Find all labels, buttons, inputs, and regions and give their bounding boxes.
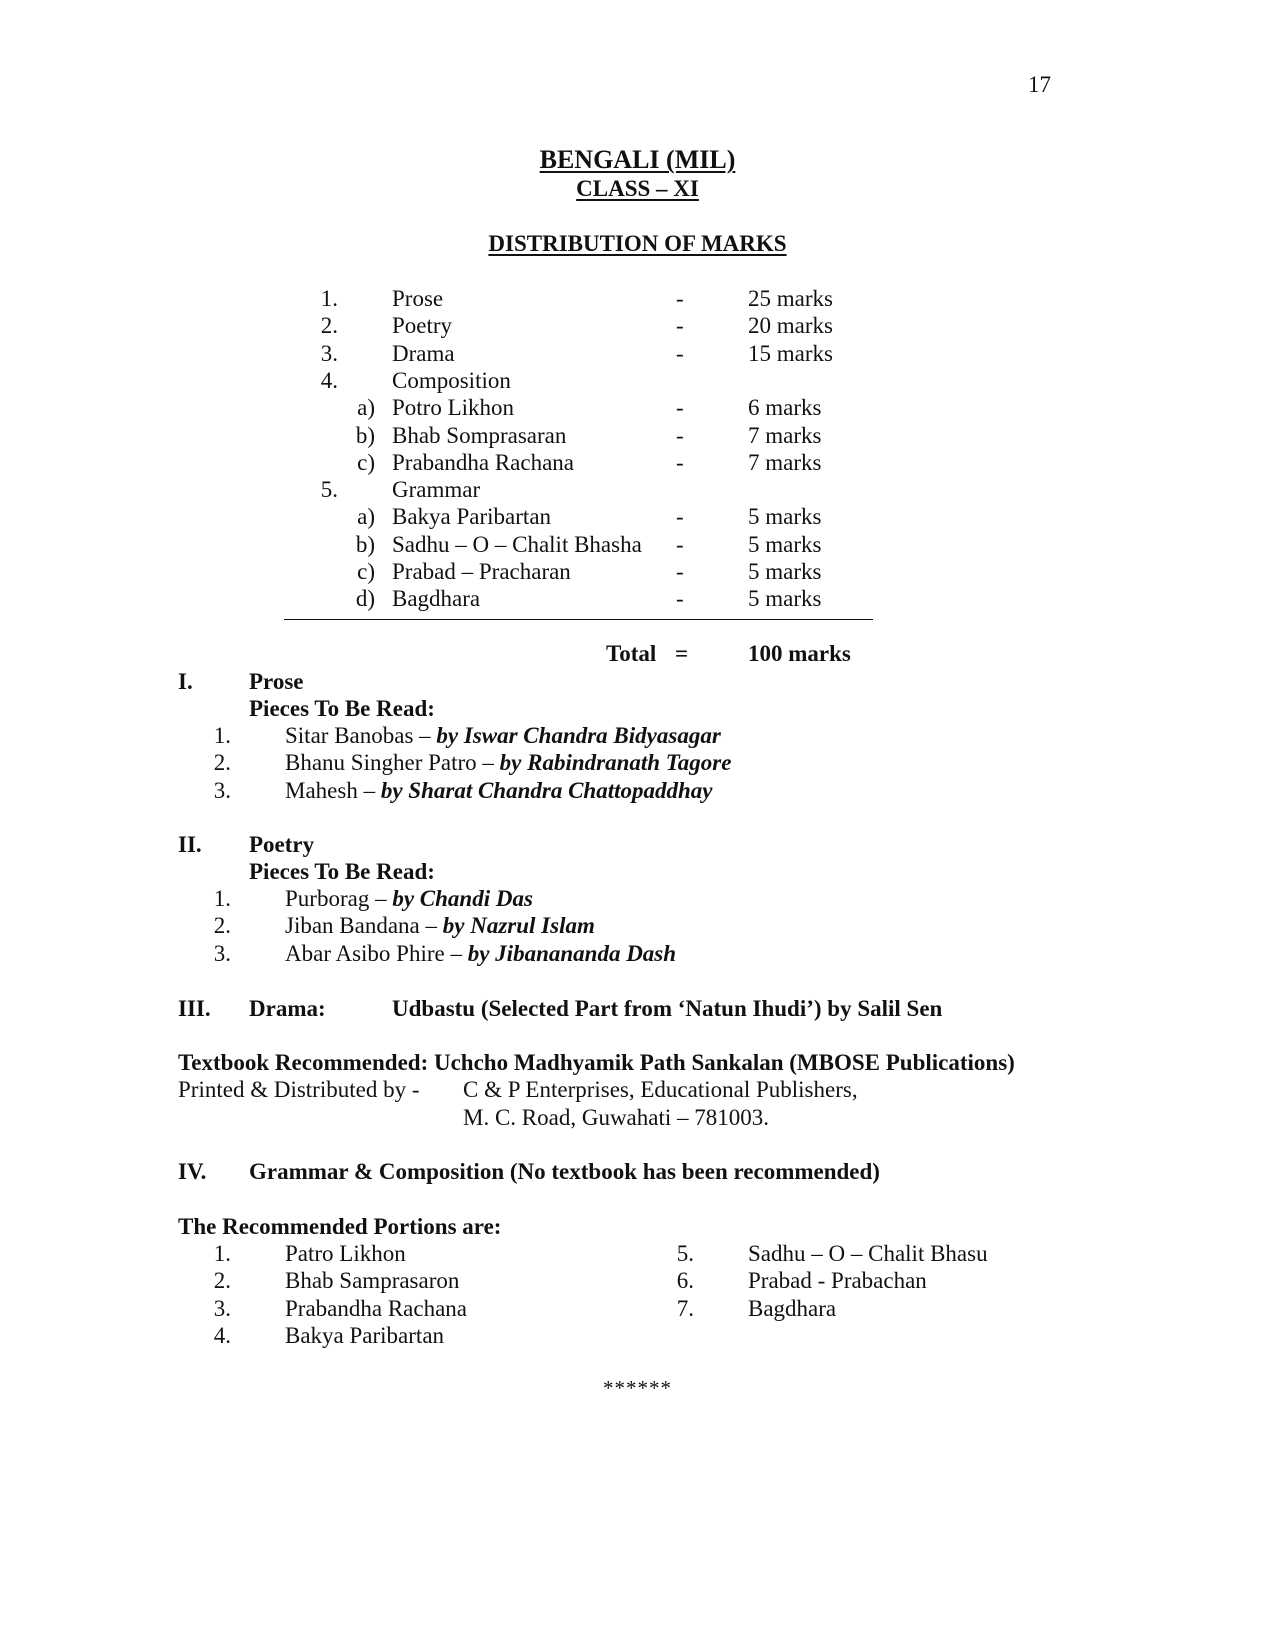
- drama-text: Udbastu (Selected Part from ‘Natun Ihudi’) by Salil Sen: [392, 996, 943, 1021]
- poetry-item-author: by Chandi Das: [392, 886, 533, 911]
- marks-row-value: 25 marks: [748, 286, 833, 311]
- poetry-item: [285, 942, 676, 965]
- marks-row-name: Composition: [392, 367, 511, 393]
- marks-row-value: 15 marks: [748, 340, 833, 366]
- marks-row-dash: -: [676, 313, 684, 339]
- prose-item: [285, 751, 731, 774]
- drama-label: Drama:: [249, 996, 326, 1021]
- poetry-item-author: by Nazrul Islam: [442, 913, 595, 939]
- marks-row-number: 1.: [320, 286, 338, 311]
- page-title: [0, 147, 1275, 173]
- marks-row-number: 3.: [320, 340, 338, 366]
- portion-number: 3.: [213, 1295, 231, 1321]
- section-title: [0, 232, 1275, 255]
- total-label: Total: [606, 641, 657, 666]
- marks-row-number: 5.: [320, 477, 338, 503]
- marks-row-number: 4.: [320, 367, 338, 393]
- marks-row-dash: -: [676, 286, 684, 311]
- poetry-subheading: Pieces To Be Read:: [249, 859, 435, 884]
- marks-row-dash: -: [676, 504, 684, 530]
- marks-row-value: 6 marks: [748, 395, 822, 421]
- prose-item-author: by Sharat Chandra Chattopaddhay: [380, 777, 713, 803]
- grammar-numeral: IV.: [178, 1159, 207, 1184]
- marks-row-name: Sadhu – O – Chalit Bhasha: [392, 531, 642, 557]
- marks-row-dash: -: [676, 531, 684, 557]
- grammar-heading: Grammar & Composition (No textbook has been recommended): [249, 1159, 880, 1184]
- total-equals: =: [675, 641, 689, 666]
- marks-row-dash: -: [676, 395, 684, 421]
- marks-row-sub: b): [355, 422, 375, 448]
- textbook-recommended: Textbook Recommended: Uchcho Madhyamik Path Sankalan (MBOSE Publications): [178, 1050, 1015, 1075]
- marks-row-name: Poetry: [392, 313, 453, 339]
- prose-item-number: 1.: [213, 723, 231, 748]
- poetry-item: [285, 914, 595, 937]
- marks-row-value: 7 marks: [748, 449, 822, 475]
- class-subtitle: [0, 177, 1275, 200]
- poetry-item-title: Purborag –: [285, 886, 393, 911]
- prose-heading: Prose: [249, 669, 304, 694]
- poetry-item-title: Abar Asibo Phire –: [285, 940, 468, 966]
- marks-row-value: 7 marks: [748, 422, 822, 448]
- marks-row-name: Potro Likhon: [392, 395, 515, 421]
- prose-item-number: 3.: [213, 777, 231, 803]
- portion-number: 6.: [676, 1268, 694, 1294]
- poetry-item: [285, 887, 533, 910]
- marks-row-name: Bakya Paribartan: [392, 504, 552, 530]
- marks-row-dash: -: [676, 340, 684, 366]
- portion-item: Prabandha Rachana: [285, 1295, 468, 1321]
- marks-row-value: 5 marks: [748, 559, 822, 584]
- poetry-item-title: Jiban Bandana –: [285, 913, 443, 939]
- poetry-numeral: II.: [178, 832, 202, 857]
- portion-number: 4.: [213, 1322, 231, 1348]
- portion-number: 1.: [213, 1241, 231, 1266]
- marks-row-value: 5 marks: [748, 586, 822, 612]
- prose-numeral: I.: [178, 669, 193, 694]
- marks-row-value: 20 marks: [748, 313, 833, 339]
- marks-row-value: 5 marks: [748, 531, 822, 557]
- prose-item-title: Bhanu Singher Patro –: [285, 750, 500, 776]
- marks-row-name: Prabandha Rachana: [392, 449, 575, 475]
- poetry-item-author: by Jibanananda Dash: [467, 940, 677, 966]
- marks-row-name: Grammar: [392, 477, 481, 503]
- marks-row-dash: -: [676, 422, 684, 448]
- portion-number: 5.: [676, 1241, 694, 1266]
- prose-item: [285, 724, 721, 747]
- marks-row-name: Bagdhara: [392, 586, 481, 612]
- marks-row-dash: -: [676, 559, 684, 584]
- poetry-item-number: 1.: [213, 886, 231, 911]
- prose-item-author: by Iswar Chandra Bidyasagar: [436, 723, 721, 748]
- portion-item: Bhab Samprasaron: [285, 1268, 460, 1294]
- marks-row-sub: c): [357, 449, 375, 475]
- marks-row-name: Prabad – Pracharan: [392, 559, 571, 584]
- poetry-item-number: 2.: [213, 913, 231, 939]
- publisher-line1: C & P Enterprises, Educational Publishers,: [463, 1077, 858, 1102]
- portion-item: Prabad - Prabachan: [748, 1268, 927, 1294]
- marks-row-value: 5 marks: [748, 504, 822, 530]
- portion-number: 7.: [676, 1295, 694, 1321]
- marks-row-name: Drama: [392, 340, 455, 366]
- total-divider: [284, 619, 873, 620]
- prose-item: [285, 779, 713, 802]
- marks-row-name: Bhab Somprasaran: [392, 422, 567, 448]
- prose-item-author: by Rabindranath Tagore: [499, 750, 732, 776]
- page-number: 17: [1028, 72, 1051, 97]
- prose-subheading: Pieces To Be Read:: [249, 696, 435, 721]
- end-mark: ******: [603, 1376, 672, 1400]
- total-value: 100 marks: [748, 641, 851, 666]
- poetry-item-number: 3.: [213, 940, 231, 966]
- marks-row-sub: b): [355, 531, 375, 557]
- marks-row-sub: c): [357, 559, 375, 584]
- publisher-line2: M. C. Road, Guwahati – 781003.: [463, 1105, 770, 1130]
- marks-row-dash: -: [676, 586, 684, 612]
- drama-numeral: III.: [178, 996, 211, 1021]
- marks-row-dash: -: [676, 449, 684, 475]
- portion-item: Bagdhara: [748, 1295, 837, 1321]
- class-subtitle-text: CLASS – XI: [576, 176, 699, 201]
- page-title-text: BENGALI (MIL): [539, 145, 736, 174]
- marks-row-sub: a): [357, 504, 375, 530]
- portion-number: 2.: [213, 1268, 231, 1294]
- portion-item: Patro Likhon: [285, 1241, 406, 1266]
- prose-item-number: 2.: [213, 750, 231, 776]
- marks-row-sub: a): [357, 395, 375, 421]
- marks-row-name: Prose: [392, 286, 444, 311]
- marks-row-number: 2.: [320, 313, 338, 339]
- marks-row-sub: d): [355, 586, 375, 612]
- printed-label: Printed & Distributed by -: [178, 1077, 420, 1102]
- prose-item-title: Sitar Banobas –: [285, 723, 437, 748]
- poetry-heading: Poetry: [249, 832, 315, 857]
- portion-item: Sadhu – O – Chalit Bhasu: [748, 1241, 988, 1266]
- section-title-text: DISTRIBUTION OF MARKS: [488, 231, 787, 256]
- prose-item-title: Mahesh –: [285, 777, 381, 803]
- portion-item: Bakya Paribartan: [285, 1322, 445, 1348]
- portions-heading: The Recommended Portions are:: [178, 1214, 502, 1239]
